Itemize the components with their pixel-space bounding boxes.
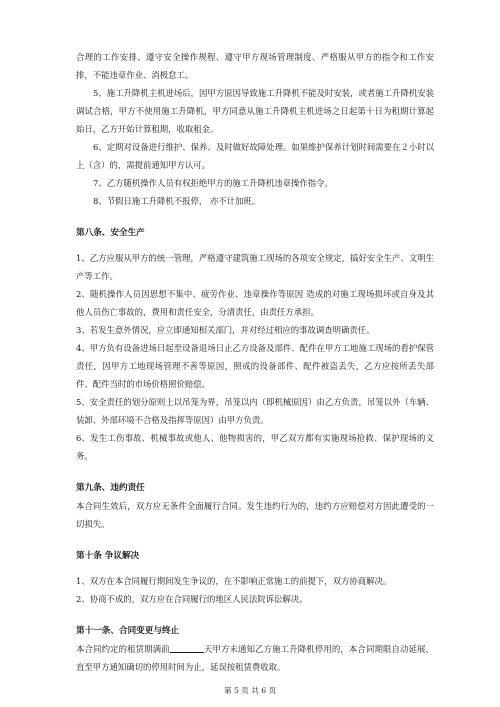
article-9-paragraph: 本合同生效后，双方应无条件全面履行合同。发生违约行为的，违约方应赔偿对方因此遭受的一切损失。	[76, 501, 434, 529]
article-8-clause-5: 5、安全责任的划分原则上以吊笼为界，吊笼以内（即机械原因）由乙方负责，吊笼以外（车辆、装卸、外部环境不合格及指挥等原因）由甲方负责。	[76, 397, 434, 425]
article-8-clause-1: 1、乙方应服从甲方的统一管理，严格遵守建筑施工现场的各项安全规定，搞好安全生产、文明生产等工作。	[76, 253, 434, 281]
article-8-clause-6: 6、发生工伤事故、机械事故或他人、他物损害的，甲乙双方都有实施现场抢救、保护现场的义务。	[76, 433, 434, 461]
days-blank-field	[170, 643, 204, 653]
article-11-text-before: 本合同约定的租赁期满前	[76, 644, 170, 654]
document-body	[76, 48, 434, 676]
clause-6: 6、定期对设备进行维护、保养、及时做好故障处理。如果维护保养计划时间需要在２小时以上（含）的，需提前通知甲方认可。	[76, 142, 434, 170]
article-11-text-after: 天甲方未通知乙方施工升降机停用的，本合同期限自动延展，直至甲方通知确切的停用时间为止，延误按租赁费收取。	[76, 644, 435, 672]
article-11-heading: 第十一条、合同变更与终止	[76, 626, 180, 636]
paragraph-continuation: 合理的工作安排、遵守安全操作规程、遵守甲方现场管理制度、严格服从甲方的指令和工作安排，不能违章作业、消极怠工。	[76, 52, 434, 80]
article-10-clause-2: 2、协商不成的，双方应在合同履行的地区人民法院诉讼解决。	[76, 594, 308, 604]
article-10-clause-1: 1、双方在本合同履行期间发生争议的，在不影响正常施工的前提下，双方协商解决。	[76, 576, 392, 586]
article-9-heading: 第九条、违约责任	[76, 483, 145, 493]
clause-8: 8、节假日施工升降机不报停， 亦不计加班。	[93, 196, 261, 206]
article-8-clause-3: 3、若发生意外情况，应立即通知相关部门，并对经过相应的事故调查明确责任。	[76, 325, 375, 335]
clause-5: 5、施工升降机主机进场后，因甲方原因导致施工升降机不能及时安装，或者施工升降机安装调试合格，甲方不使用施工升降机，甲方同意从施工升降机主机进场之日起第十日为租期计算起始日，乙方开始计算租期，收取租金。	[76, 88, 434, 134]
article-8-clause-2: 2、随机操作人员因思想不集中、疲劳作业、违章操作等原因 造成的对施工现场损坏或自身及其他人员伤亡事故的，费用和责任安全，分清责任，由责任方承担。	[76, 289, 434, 317]
article-11-paragraph	[76, 640, 434, 676]
article-10-heading: 第十条 争议解决	[76, 551, 140, 561]
page-number-footer: 第 5 页 共 6 页	[223, 686, 277, 695]
clause-7: 7、乙方随机操作人员有权拒绝甲方的施工升降机违章操作指令。	[93, 178, 333, 188]
article-8-clause-4: 4、甲方负有设备进场日起至设备退场日止乙方设备及部件、配件在甲方工地施工现场的看护保管责任，因甲方工地现场管理不善等原因，照成的设备部件、配件被盗丢失，乙方应按所丢失部件、配件当时的市场价格照价赔偿。	[76, 343, 434, 389]
article-8-heading: 第八条、安全生产	[76, 228, 145, 238]
